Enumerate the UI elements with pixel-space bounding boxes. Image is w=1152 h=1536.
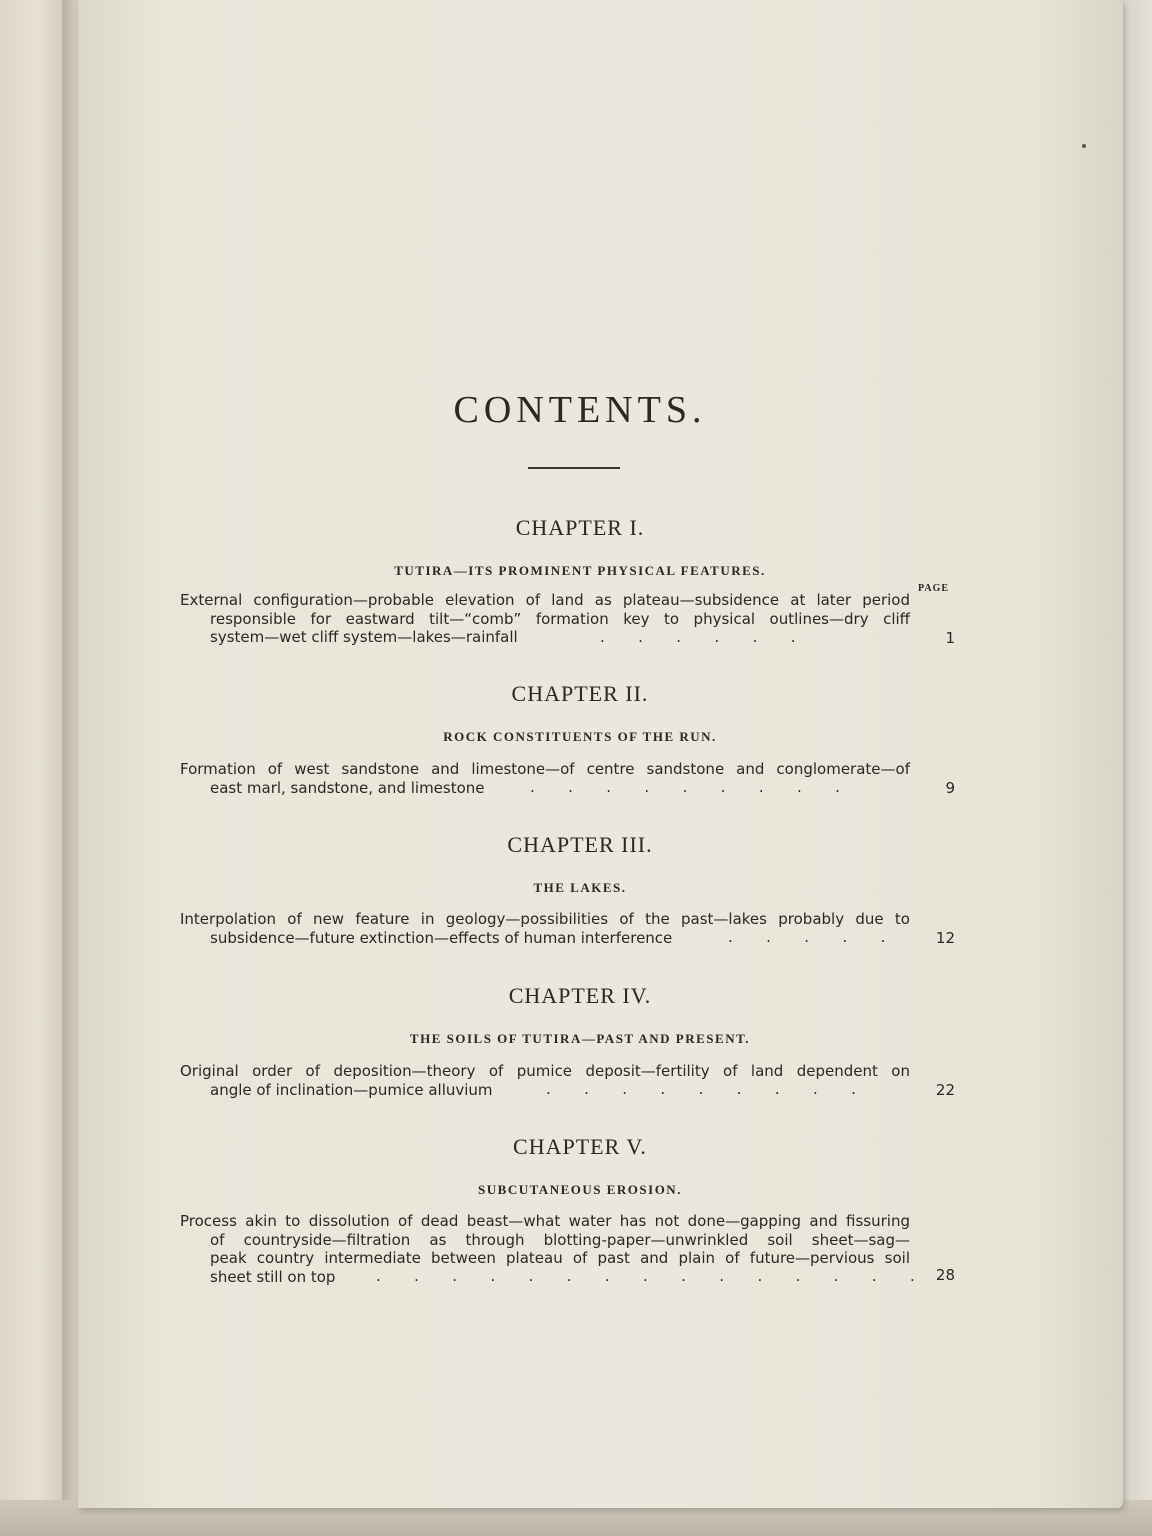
page-number: 22 (935, 1081, 955, 1099)
summary-line: responsible for eastward tilt—“comb” formation key to physical outlines—dry cliff (210, 609, 910, 628)
chapter-subtitle: TUTIRA—ITS PROMINENT PHYSICAL FEATURES. (394, 563, 766, 578)
summary-line: of countryside—filtration as through blotting-paper—unwrinkled soil sheet—sag— (210, 1230, 910, 1249)
dot-leader: . . . . . . . . . . . . . . . (376, 1267, 915, 1285)
page-number: 9 (945, 779, 955, 797)
contents-title: CONTENTS. (453, 389, 707, 431)
summary-line: subsidence—future extinction—effects of human interference (210, 928, 673, 947)
chapter-heading: CHAPTER V. (513, 1134, 647, 1159)
summary-line: External configuration—probable elevation of land as plateau—subsidence at later period (180, 591, 910, 609)
page-number: 1 (945, 629, 955, 647)
page-number: 12 (935, 929, 955, 947)
dot-leader: . . . . . . (600, 628, 796, 646)
summary-line: angle of inclination—pumice alluvium (210, 1080, 493, 1099)
summary-line: sheet still on top (210, 1267, 336, 1286)
chapter-heading: CHAPTER II. (511, 681, 649, 706)
summary-line: peak country intermediate between plateau of past and plain of future—pervious soil (210, 1249, 910, 1267)
page-number: 28 (935, 1266, 955, 1284)
summary-line: system—wet cliff system—lakes—rainfall (210, 628, 518, 646)
summary-line: Original order of deposition—theory of pumice deposit—fertility of land dependent on (180, 1062, 910, 1080)
summary-line: east marl, sandstone, and limestone (210, 778, 485, 797)
dot-leader: . . . . . . . . . (546, 1080, 856, 1098)
dot-leader: . . . . . . . . . (530, 778, 840, 796)
dot-leader: . . . . . (728, 928, 886, 946)
chapter-heading: CHAPTER III. (507, 832, 653, 857)
page-column-label: PAGE (918, 583, 950, 594)
summary-line: Formation of west sandstone and limestone—of centre sandstone and conglomerate—of (180, 760, 910, 778)
summary-line: Process akin to dissolution of dead beast—what water has not done—gapping and fissuring (180, 1212, 910, 1230)
chapter-subtitle: THE LAKES. (533, 880, 627, 895)
chapter-heading: CHAPTER I. (515, 515, 645, 540)
chapter-subtitle: THE SOILS OF TUTIRA—PAST AND PRESENT. (409, 1031, 751, 1046)
chapter-heading: CHAPTER IV. (508, 983, 652, 1008)
chapter-subtitle: ROCK CONSTITUENTS OF THE RUN. (443, 729, 717, 744)
summary-line: Interpolation of new feature in geology—possibilities of the past—lakes probably due to (180, 910, 910, 928)
chapter-subtitle: SUBCUTANEOUS EROSION. (478, 1182, 682, 1197)
title-rule (528, 467, 620, 469)
